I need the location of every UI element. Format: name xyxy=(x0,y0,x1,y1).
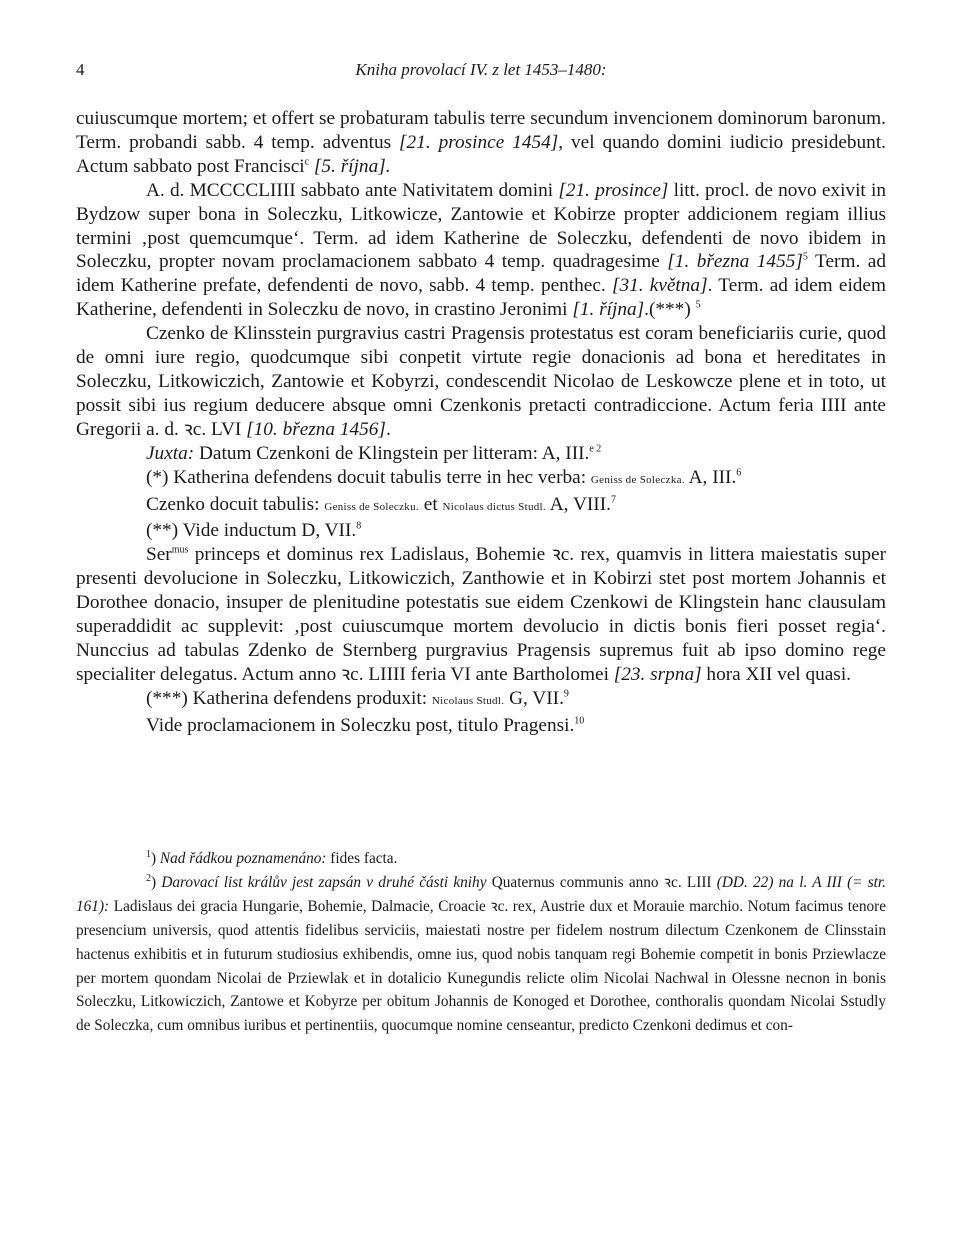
paragraph: (**) Vide inductum D, VII.$^8$ xyxy=(146,520,362,542)
paragraph: Czenko de Klinsstein purgravius castri Pragensis protestatus est coram beneficiariis curie, quod de omni iure regio, quodcumque sibi conpetit virtute regie donacionis ad bona et hereditates in Soleczku, Litkowiczich, Zantowie et Kobyrzi, condescendit Nicolao de Leskowcze plene et in toto, ut possit sibi ius regium deducere absque omni Czenkonis pretacti contradiccione. Actum feria IIII ante Gregorii a. d. ꝛc. LVI [10. března 1456]. xyxy=(76,323,886,440)
page-number: 4 xyxy=(76,60,85,79)
running-title: Kniha provolací IV. z let 1453–1480: xyxy=(355,60,607,79)
page-header xyxy=(76,60,886,90)
paragraph: A. d. MCCCCLIIII sabbato ante Nativitatem domini [21. prosince] litt. procl. de novo exivit in Bydzow super bona in Soleczku, Litkowicze, Zantowie et Kobirze propter addicionem regiam illius termini ‚post quemcumque‘. Term. ad idem Katherine de Soleczku, defendenti de novo ibidem in Soleczku, propter novam proclamacionem sabbato 4 temp. quadragesime [1. března 1455]$^5$ Term. ad idem Katherine prefate, defendenti de novo, sabb. 4 temp. penthec. [31. května]. Term. ad idem eidem Katherine, defendenti in Soleczku de novo, in crastino Jeronimi [1. října].(***) $^5$ xyxy=(76,179,886,321)
paragraph: cuiuscumque mortem; et offert se probaturam tabulis terre secundum invencionem dominorum baronum. Term. probandi sabb. 4 temp. adventus [21. prosince 1454], vel quando domini iudicio presidebunt. Actum sabbato post Francisci$^c$ [5. října]. xyxy=(76,108,887,177)
paragraph: (*) Katherina defendens docuit tabulis terre in hec verba: Geniss de Soleczka. A, III.$^6$ xyxy=(146,466,742,488)
paragraph: Czenko docuit tabulis: Geniss de Soleczku. et Nicolaus dictus Studl. A, VIII.$^7$ xyxy=(146,493,616,515)
footnotes xyxy=(76,847,886,1038)
main-text xyxy=(76,107,886,738)
paragraph: (***) Katherina defendens produxit: Nicolaus Studl. G, VII.$^9$ xyxy=(146,687,569,709)
paragraph: Vide proclamacionem in Soleczku post, titulo Pragensi.$^{10}$ xyxy=(146,714,585,736)
footnote: $^1$) Nad řádkou poznamenáno: fides facta. xyxy=(146,848,398,867)
paragraph: Ser$^{mus}$ princeps et dominus rex Ladislaus, Bohemie ꝛc. rex, quamvis in littera maiestatis super presenti devolucione in Soleczku, Litkowiczich, Zanthowie et in Kobirzi stet post mortem Johannis et Dorothee donacio, insuper de plenitudine potestatis sue eidem Czenkowi de Klingstein hanc clausulam superaddidit ac supplevit: ‚post cuiuscumque mortem devolucio in dictis bonis fieri posset regia‘. Nunccius ad tabulas Zdenko de Sternberg purgravius Pragensis supremus fuit ab ipso domino rege specialiter delegatus. Actum anno ꝛc. LIIII feria VI ante Bartholomei [23. srpna] hora XII vel quasi. xyxy=(76,544,886,685)
footnote: $^2$) Darovací list králův jest zapsán v druhé části knihy Quaternus communis anno ꝛc. LIII (DD. 22) na l. A III (= str. 161): Ladislaus dei gracia Hungarie, Bohemie, Dalmacie, Croacie ꝛc. rex, Austrie dux et Morauie marchio. Notum facimus tenore presencium universis, quod attentis fidelibus serviciis, maiestati nostre per fidelem nostrum dilectum Czenkonem de Clinsstain hactenus exhibitis et in futurum studiosius exhibendis, omne ius, quod nobis tanquam regi Bohemie competit in bonis Prziewlacze per mortem quondam Nicolai de Prziewlak et in dotalicio Kunegundis relicte olim Nicolai Nachwal in Olessne necnon in bonis Soleczku, Litkowiczich, Zantowe et Kobyrze per obitum Johannis de Konoged et Dorothee, conthoralis quondam Nicolai Sstudly de Soleczka, cum omnibus iuribus et pertinentiis, quocumque nomine censeantur, predicto Czenkoni dedimus et con- xyxy=(76,872,887,1035)
paragraph: Juxta: Datum Czenkoni de Klingstein per litteram: A, III.$^{e 2}$ xyxy=(146,442,602,464)
